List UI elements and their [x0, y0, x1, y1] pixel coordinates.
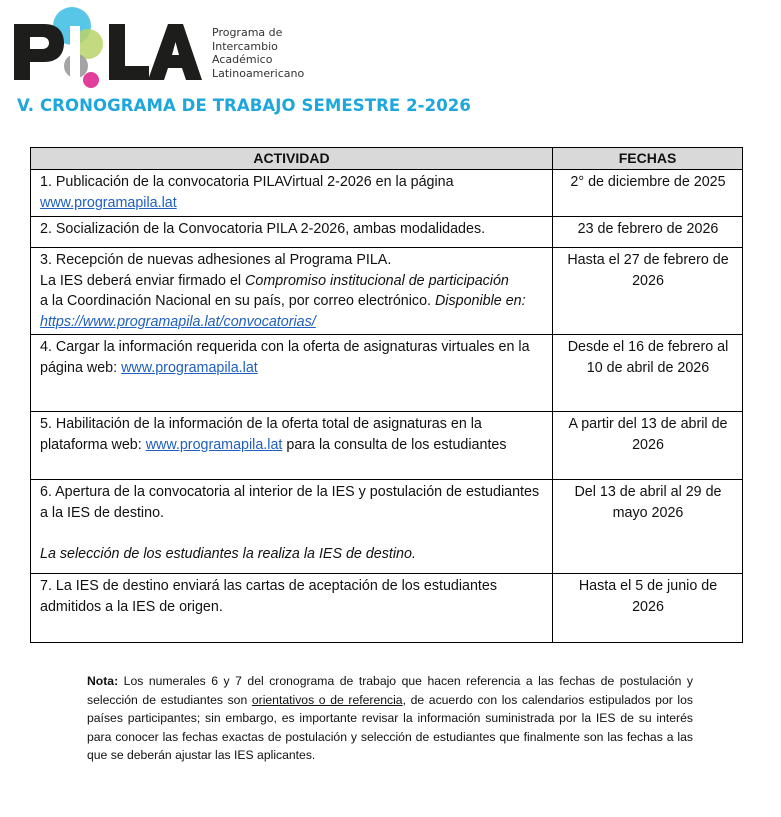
table-row	[31, 412, 743, 480]
logo-line: Intercambio	[212, 39, 278, 53]
date-cell: Hasta el 5 de junio de 2026	[553, 574, 743, 643]
activity-text: 3. Recepción de nuevas adhesiones al Programa PILA.	[40, 252, 392, 268]
date-cell: 2° de diciembre de 2025	[553, 170, 743, 217]
activity-cell	[31, 412, 553, 480]
note-text: , de acuerdo con los calendarios estipulados por los países participantes; sin embargo, es importante revisar la información suministrada por la IES de su interés para conocer las fechas exactas de postulación y selección de estudiantes que finalmente son las fechas a las que se deberán ajustar las IES aplicantes.	[87, 692, 693, 763]
table-row	[31, 248, 743, 335]
logo-circle-pink	[83, 72, 99, 88]
schedule-table	[30, 147, 743, 643]
table-header-row	[31, 148, 743, 170]
section-title: V. CRONOGRAMA DE TRABAJO SEMESTRE 2-2026	[17, 96, 471, 115]
activity-cell	[31, 335, 553, 412]
logo-line: Latinoamericano	[212, 66, 305, 80]
programapila-link[interactable]: www.programapila.lat	[121, 359, 258, 376]
header-activity: ACTIVIDAD	[31, 148, 553, 170]
convocatorias-link[interactable]: https://www.programapila.lat/convocatorias/	[40, 313, 316, 330]
activity-text: 1. Publicación de la convocatoria PILAVirtual 2-2026 en la página	[40, 174, 454, 190]
header-dates: FECHAS	[553, 148, 743, 170]
activity-cell	[31, 480, 553, 574]
note-paragraph	[87, 672, 693, 765]
activity-cell	[31, 574, 553, 643]
activity-cell	[31, 217, 553, 248]
note-text: Los numerales 6 y 7 del cronograma de trabajo que hacen referencia a las fechas de postulación y selección de estudiantes son	[87, 674, 693, 707]
programapila-link[interactable]: www.programapila.lat	[145, 436, 283, 453]
activity-cell	[31, 170, 553, 217]
activity-text: 2. Socialización de la Convocatoria PILA 2-2026, ambas modalidades.	[40, 221, 486, 237]
table-row	[31, 217, 743, 248]
table-row	[31, 170, 743, 217]
activity-text: a la Coordinación Nacional en su país, por correo electrónico.	[40, 293, 435, 309]
date-cell: 23 de febrero de 2026	[553, 217, 743, 248]
activity-cell	[31, 248, 553, 335]
pila-logo	[12, 4, 305, 90]
logo-letter-i	[70, 26, 80, 80]
activity-text: 4. Cargar la información requerida con la oferta de asignaturas virtuales en la página web:	[40, 339, 530, 376]
logo-line: Académico	[212, 53, 273, 66]
note-underlined: orientativos o de referencia	[251, 692, 403, 707]
logo-line: Programa de	[212, 26, 283, 39]
activity-text-italic: La selección de los estudiantes la realiza la IES de destino.	[40, 545, 416, 562]
activity-text: La IES deberá enviar firmado el	[40, 272, 246, 289]
activity-text: 6. Apertura de la convocatoria al interior de la IES y postulación de estudiantes a la IES de destino.	[40, 484, 540, 521]
activity-text-italic: Disponible en:	[434, 293, 526, 309]
logo-tagline	[212, 26, 304, 80]
table-row	[31, 335, 743, 412]
date-cell: Hasta el 27 de febrero de 2026	[553, 248, 743, 335]
activity-text-italic: Compromiso institucional de participación	[245, 272, 509, 289]
programapila-link[interactable]: www.programapila.lat	[40, 194, 177, 211]
logo-letter-p	[14, 24, 64, 80]
pila-logo-mark	[12, 4, 202, 90]
note-label: Nota:	[87, 674, 119, 688]
table-row	[31, 480, 743, 574]
activity-text: para la consulta de los estudiantes	[282, 436, 507, 453]
logo-letter-a	[148, 24, 202, 80]
logo-letter-l	[109, 24, 149, 80]
date-cell: A partir del 13 de abril de 2026	[553, 412, 743, 480]
date-cell: Del 13 de abril al 29 de mayo 2026	[553, 480, 743, 574]
activity-text: 5. Habilitación de la información de la oferta total de asignaturas en la plataforma web:	[40, 416, 482, 453]
date-cell: Desde el 16 de febrero al 10 de abril de 2026	[553, 335, 743, 412]
table-row	[31, 574, 743, 643]
activity-text: 7. La IES de destino enviará las cartas de aceptación de los estudiantes admitidos a la IES de origen.	[40, 578, 497, 615]
